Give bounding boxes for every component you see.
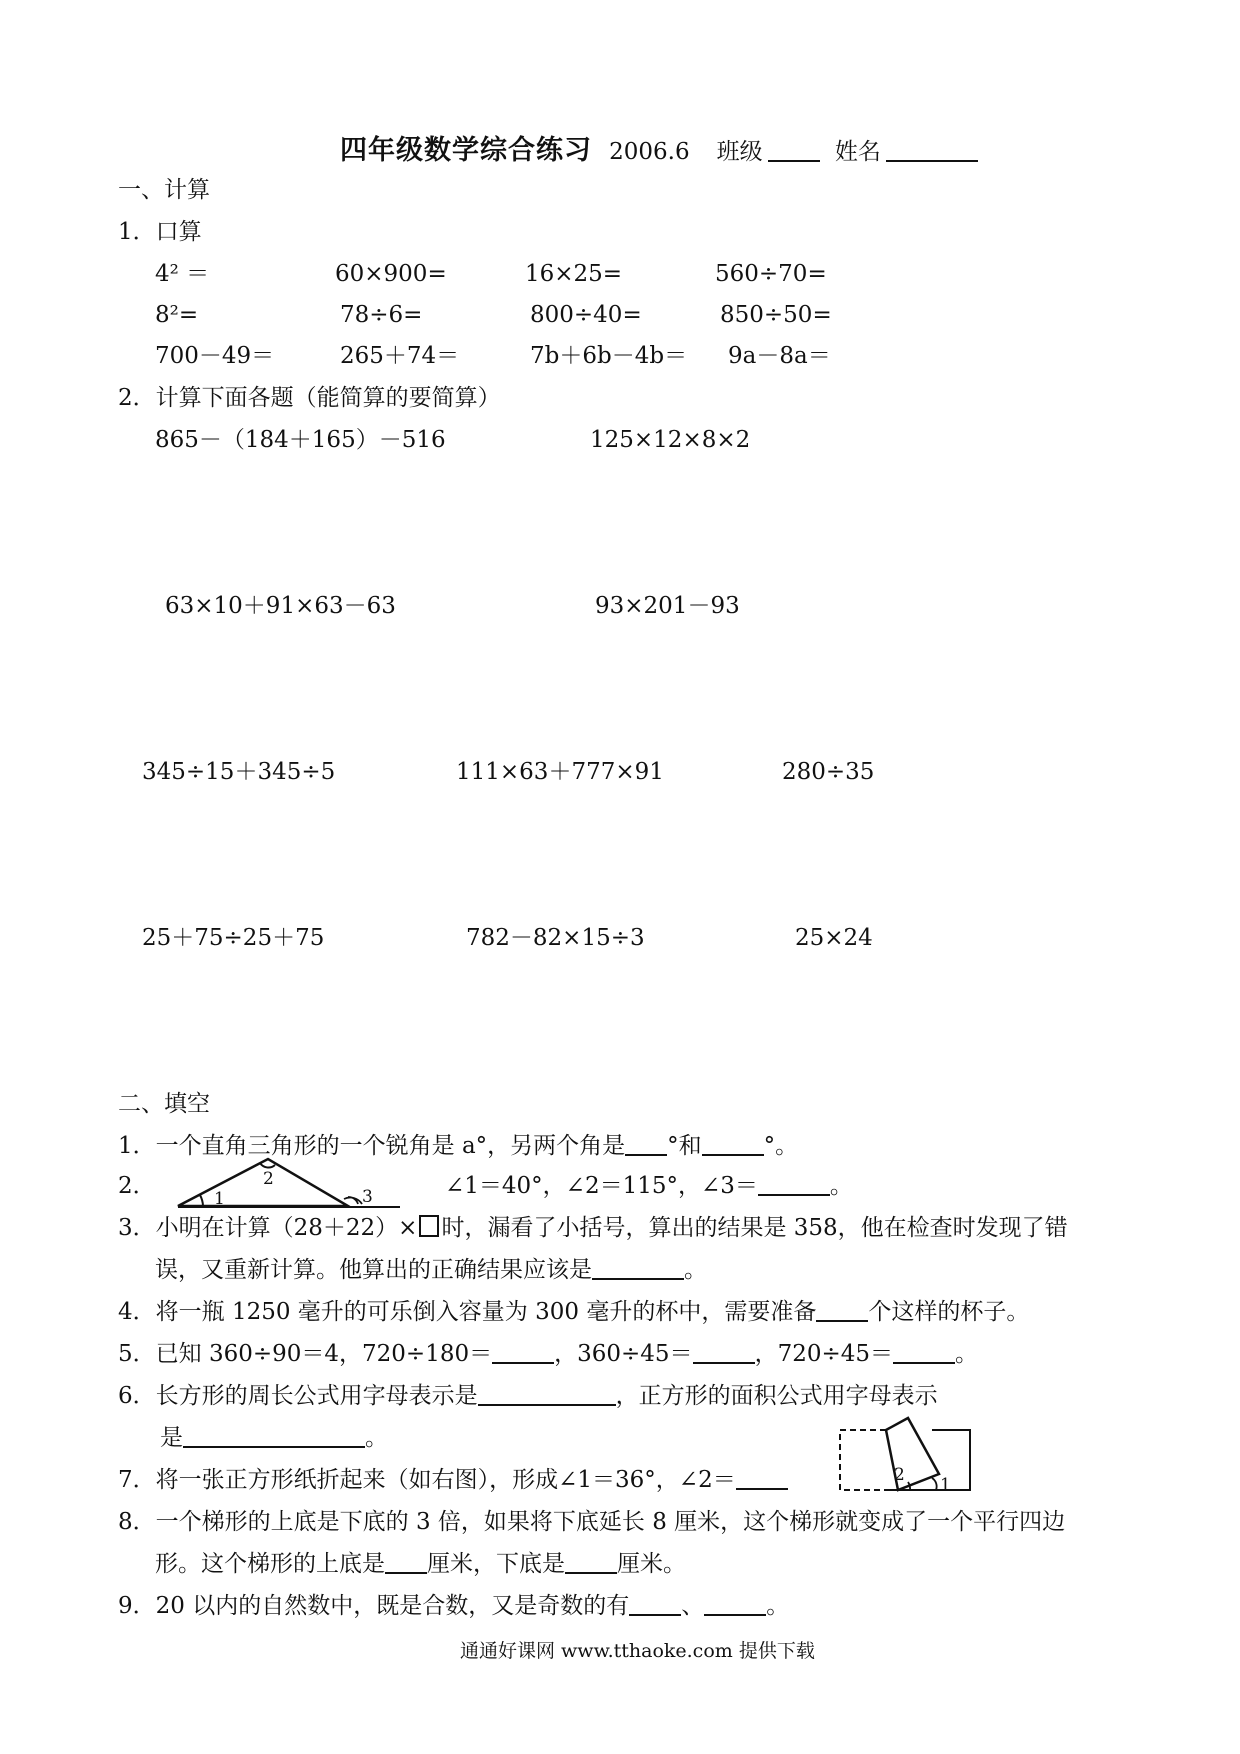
angle-1-label: 1 [214,1189,225,1209]
angle-2-label: 2 [263,1169,274,1189]
oral-item: 800÷40= [530,302,642,328]
question-number: 6． [118,1383,156,1409]
calc-problem: 25＋75÷25＋75 [142,925,325,951]
question-text: 长方形的周长公式用字母表示是 [155,1383,478,1409]
angle-1-label: 1 [940,1475,951,1494]
fill-q8-line1 [118,1508,1065,1536]
triangle-figure [148,1146,408,1216]
fill-q8-line2 [155,1550,686,1578]
question-text: 。 [829,1173,853,1199]
angle-1-arc [200,1195,203,1206]
calc-problem: 865－（184＋165）－516 [155,427,446,453]
page-title: 四年级数学综合练习 [340,135,592,166]
angle-2-label: 2 [894,1465,905,1485]
question-text: ，正方形的面积公式用字母表示 [615,1383,938,1409]
question-number: 4． [118,1299,156,1325]
question-text: °和 [667,1133,702,1159]
oral-item: 60×900= [335,261,447,287]
calc-problem: 345÷15＋345÷5 [142,759,336,785]
answer-blank[interactable] [625,1132,667,1156]
calc-problem: 25×24 [795,925,873,951]
angle-3-arc [344,1197,362,1204]
unknown-box [419,1215,439,1237]
question-text: 、 [681,1593,705,1619]
question-text: 一个梯形的上底是下底的 3 倍，如果将下底延长 8 厘米，这个梯形就变成了一个平行四边 [155,1509,1066,1535]
fill-q6-line2 [160,1424,388,1452]
question-text: 。 [365,1425,388,1451]
fill-q6-line1 [118,1382,938,1410]
question-text: 误，又重新计算。他算出的正确结果应该是 [155,1257,592,1283]
calc-problem: 782－82×15÷3 [466,925,645,951]
oral-item: 850÷50= [720,302,832,328]
oral-item: 16×25= [525,261,623,287]
question-text: 形。这个梯形的上底是 [155,1551,385,1577]
calc-problem: 111×63＋777×91 [456,759,664,785]
answer-blank[interactable] [478,1382,616,1406]
question-text: °。 [763,1133,799,1159]
answer-blank[interactable] [736,1466,788,1490]
answer-blank[interactable] [629,1592,681,1616]
fill-q4 [118,1298,1029,1326]
fill-q2 [445,1172,853,1200]
answer-blank[interactable] [693,1340,755,1364]
section-heading-calc: 一、计算 [118,177,210,203]
oral-item: 560÷70= [715,261,827,287]
question-text: 将一张正方形纸折起来（如右图），形成∠1＝36°，∠2＝ [155,1467,736,1493]
folded-paper-figure [836,1412,986,1494]
answer-blank[interactable] [183,1424,365,1448]
footer-credit: 通通好课网 www.tthaoke.com 提供下载 [460,1640,815,1662]
question-number: 5． [118,1341,156,1367]
oral-item: 265＋74＝ [340,343,460,369]
question-text: 已知 360÷90＝4，720÷180＝ [155,1341,493,1367]
question-text: ，360÷45＝ [554,1341,693,1367]
fill-q5 [118,1340,978,1368]
name-label: 姓名 [834,139,881,165]
section-heading-fill: 二、填空 [118,1091,210,1117]
question-text: 。 [766,1593,790,1619]
q2-label: 2．计算下面各题（能简算的要简算） [118,385,501,411]
answer-blank[interactable] [565,1550,617,1574]
answer-blank[interactable] [592,1256,684,1280]
question-text: ，720÷45＝ [754,1341,894,1367]
question-text: 。 [684,1257,707,1283]
angle-3-label: 3 [362,1187,373,1207]
question-text: 小明在计算（28＋22）× [155,1215,418,1241]
calc-problem: 63×10＋91×63－63 [165,593,396,619]
question-text: 厘米。 [617,1551,686,1577]
question-number: 1． [118,1133,156,1159]
q1-label: 1．口算 [118,219,202,245]
oral-item: 4² ＝ [155,261,210,287]
question-number: 2． [118,1173,156,1199]
class-blank[interactable] [768,138,820,162]
fill-q3-line1 [118,1214,1068,1242]
question-text: 个这样的杯子。 [868,1299,1030,1325]
question-number: 8． [118,1509,156,1535]
question-text: 厘米，下底是 [427,1551,565,1577]
answer-blank[interactable] [893,1340,955,1364]
question-text: 。 [955,1341,979,1367]
answer-blank[interactable] [816,1298,868,1322]
oral-item: 78÷6= [340,302,423,328]
question-number: 9． [118,1593,156,1619]
question-text: 将一瓶 1250 毫升的可乐倒入容量为 300 毫升的杯中，需要准备 [155,1299,817,1325]
calc-problem: 93×201－93 [595,593,740,619]
calc-problem: 280÷35 [782,759,875,785]
original-square-dashed [840,1430,886,1490]
oral-item: 7b＋6b－4b＝ [530,343,688,369]
question-text: 一个直角三角形的一个锐角是 a°，另两个角是 [155,1133,626,1159]
question-number: 3． [118,1215,156,1241]
answer-blank[interactable] [702,1132,764,1156]
answer-blank[interactable] [385,1550,427,1574]
fill-q9 [118,1592,789,1620]
fill-q7 [118,1466,788,1494]
question-text: 是 [160,1425,183,1451]
oral-item: 700－49＝ [155,343,275,369]
oral-item: 9a－8a＝ [728,343,831,369]
answer-blank[interactable] [758,1172,830,1196]
calc-problem: 125×12×8×2 [590,427,751,453]
exam-date: 2006.6 [609,139,690,165]
answer-blank[interactable] [704,1592,766,1616]
angle-2-arc [260,1163,275,1168]
question-text: ∠1＝40°，∠2＝115°，∠3＝ [445,1173,758,1199]
name-blank[interactable] [886,138,978,162]
answer-blank[interactable] [492,1340,554,1364]
question-number: 7． [118,1467,156,1493]
oral-item: 8²= [155,302,199,328]
page-header [340,128,978,167]
angle-1-arc [932,1478,937,1490]
question-text: 时，漏看了小括号，算出的结果是 358，他在检查时发现了错 [441,1215,1068,1241]
fill-q3-line2 [155,1256,707,1284]
class-label: 班级 [716,139,763,165]
question-text: 20 以内的自然数中，既是合数，又是奇数的有 [155,1593,630,1619]
